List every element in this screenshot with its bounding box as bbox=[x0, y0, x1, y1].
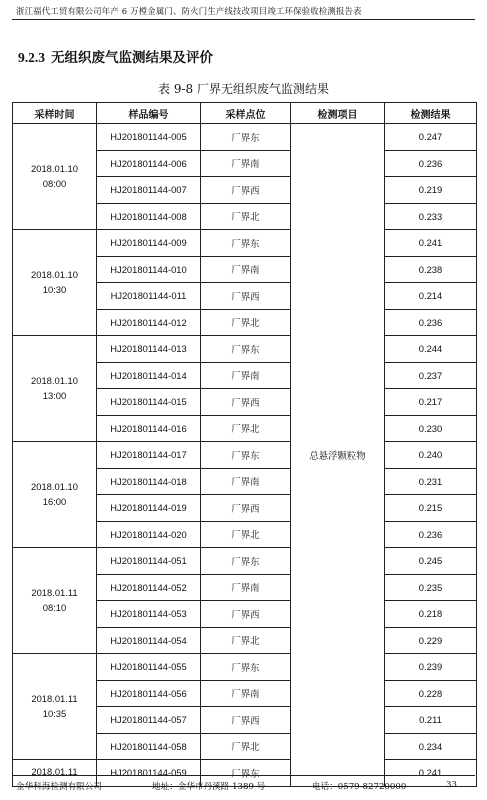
result-value-cell: 0.244 bbox=[385, 336, 477, 363]
result-value-cell: 0.235 bbox=[385, 574, 477, 601]
sampling-point-cell: 厂界西 bbox=[201, 389, 291, 416]
sampling-point-cell: 厂界北 bbox=[201, 521, 291, 548]
table-row bbox=[13, 124, 477, 151]
sample-id-cell: HJ201801144-057 bbox=[97, 707, 201, 734]
result-value-cell: 0.241 bbox=[385, 230, 477, 257]
result-value-cell: 0.238 bbox=[385, 256, 477, 283]
sampling-point-cell: 厂界西 bbox=[201, 177, 291, 204]
sample-id-cell: HJ201801144-016 bbox=[97, 415, 201, 442]
sampling-clock-time: 13:00 bbox=[42, 389, 67, 401]
sampling-time-cell bbox=[13, 654, 97, 760]
result-value-cell: 0.231 bbox=[385, 468, 477, 495]
sampling-point-cell: 厂界北 bbox=[201, 733, 291, 760]
result-value-cell: 0.245 bbox=[385, 548, 477, 575]
sampling-point-cell: 厂界南 bbox=[201, 680, 291, 707]
sampling-point-cell: 厂界东 bbox=[201, 230, 291, 257]
sampling-point-cell: 厂界东 bbox=[201, 548, 291, 575]
result-value-cell: 0.228 bbox=[385, 680, 477, 707]
footer-phone: 电话：0579-82720000 bbox=[312, 782, 407, 792]
sampling-point-cell: 厂界北 bbox=[201, 309, 291, 336]
sample-id-cell: HJ201801144-017 bbox=[97, 442, 201, 469]
sample-id-cell: HJ201801144-053 bbox=[97, 601, 201, 628]
sampling-date: 2018.01.11 bbox=[31, 586, 78, 598]
sample-id-cell: HJ201801144-054 bbox=[97, 627, 201, 654]
sample-id-cell: HJ201801144-052 bbox=[97, 574, 201, 601]
table-row bbox=[13, 548, 477, 575]
result-value-cell: 0.214 bbox=[385, 283, 477, 310]
sampling-date: 2018.01.11 bbox=[31, 692, 78, 704]
sample-id-cell: HJ201801144-019 bbox=[97, 495, 201, 522]
result-value-cell: 0.215 bbox=[385, 495, 477, 522]
section-number: 9.2.3 bbox=[18, 50, 45, 65]
sample-id-cell: HJ201801144-020 bbox=[97, 521, 201, 548]
page-number: 33 bbox=[446, 780, 457, 790]
sampling-time-cell bbox=[13, 230, 97, 336]
sampling-point-cell: 厂界南 bbox=[201, 362, 291, 389]
sampling-point-cell: 厂界北 bbox=[201, 203, 291, 230]
header-divider bbox=[12, 19, 475, 20]
sample-id-cell: HJ201801144-007 bbox=[97, 177, 201, 204]
sampling-clock-time: 10:30 bbox=[42, 283, 67, 295]
monitoring-results-table bbox=[12, 102, 477, 787]
sample-id-cell: HJ201801144-012 bbox=[97, 309, 201, 336]
result-value-cell: 0.233 bbox=[385, 203, 477, 230]
col-header-test-item: 检测项目 bbox=[291, 103, 385, 124]
table-row bbox=[13, 230, 477, 257]
result-value-cell: 0.218 bbox=[385, 601, 477, 628]
sample-id-cell: HJ201801144-013 bbox=[97, 336, 201, 363]
sample-id-cell: HJ201801144-015 bbox=[97, 389, 201, 416]
sample-id-cell: HJ201801144-008 bbox=[97, 203, 201, 230]
sampling-point-cell: 厂界西 bbox=[201, 495, 291, 522]
sampling-point-cell: 厂界西 bbox=[201, 283, 291, 310]
sampling-time-cell bbox=[13, 336, 97, 442]
footer-address: 地址：金华市丹溪路 1389 号 bbox=[152, 782, 266, 792]
result-value-cell: 0.236 bbox=[385, 309, 477, 336]
section-heading bbox=[18, 46, 213, 66]
sampling-point-cell: 厂界西 bbox=[201, 601, 291, 628]
sample-id-cell: HJ201801144-055 bbox=[97, 654, 201, 681]
table-row bbox=[13, 442, 477, 469]
col-header-sampling-time: 采样时间 bbox=[13, 103, 97, 124]
sampling-clock-time: 16:00 bbox=[42, 495, 67, 507]
col-header-result: 检测结果 bbox=[385, 103, 477, 124]
sample-id-cell: HJ201801144-014 bbox=[97, 362, 201, 389]
report-header bbox=[0, 0, 487, 22]
test-item-cell: 总悬浮颗粒物 bbox=[291, 124, 385, 787]
sampling-clock-time: 10:35 bbox=[42, 707, 67, 719]
result-value-cell: 0.211 bbox=[385, 707, 477, 734]
sampling-clock-time: 08:10 bbox=[42, 601, 67, 613]
result-value-cell: 0.236 bbox=[385, 521, 477, 548]
sampling-point-cell: 厂界南 bbox=[201, 256, 291, 283]
footer-divider bbox=[12, 775, 475, 776]
sample-id-cell: HJ201801144-058 bbox=[97, 733, 201, 760]
sampling-date: 2018.01.11 bbox=[31, 766, 78, 778]
sample-id-cell: HJ201801144-010 bbox=[97, 256, 201, 283]
sampling-point-cell: 厂界南 bbox=[201, 468, 291, 495]
sampling-date: 2018.01.10 bbox=[31, 268, 78, 280]
sampling-clock-time: 08:00 bbox=[42, 177, 67, 189]
sampling-point-cell: 厂界北 bbox=[201, 415, 291, 442]
table-header-row bbox=[13, 103, 477, 124]
sample-id-cell: HJ201801144-009 bbox=[97, 230, 201, 257]
section-title: 无组织废气监测结果及评价 bbox=[51, 50, 213, 66]
result-value-cell: 0.234 bbox=[385, 733, 477, 760]
sampling-point-cell: 厂界南 bbox=[201, 574, 291, 601]
report-header-title: 浙江福代工贸有限公司年产 6 万樘金属门、防火门生产线技改项目竣工环保验收检测报告表 bbox=[16, 6, 362, 16]
sampling-time-cell bbox=[13, 442, 97, 548]
sample-id-cell: HJ201801144-059 bbox=[97, 760, 201, 787]
sampling-point-cell: 厂界东 bbox=[201, 654, 291, 681]
sampling-time-cell bbox=[13, 548, 97, 654]
sampling-point-cell: 厂界西 bbox=[201, 707, 291, 734]
result-value-cell: 0.241 bbox=[385, 760, 477, 787]
sampling-date: 2018.01.10 bbox=[31, 374, 78, 386]
sample-id-cell: HJ201801144-006 bbox=[97, 150, 201, 177]
sampling-time-cell bbox=[13, 124, 97, 230]
sample-id-cell: HJ201801144-051 bbox=[97, 548, 201, 575]
result-value-cell: 0.217 bbox=[385, 389, 477, 416]
sample-id-cell: HJ201801144-056 bbox=[97, 680, 201, 707]
sample-id-cell: HJ201801144-011 bbox=[97, 283, 201, 310]
col-header-sampling-point: 采样点位 bbox=[201, 103, 291, 124]
sample-id-cell: HJ201801144-018 bbox=[97, 468, 201, 495]
footer-company: 金华科海检测有限公司 bbox=[16, 782, 102, 792]
sampling-point-cell: 厂界东 bbox=[201, 442, 291, 469]
sampling-point-cell: 厂界北 bbox=[201, 627, 291, 654]
result-value-cell: 0.219 bbox=[385, 177, 477, 204]
sampling-point-cell: 厂界东 bbox=[201, 336, 291, 363]
result-value-cell: 0.237 bbox=[385, 362, 477, 389]
sample-id-cell: HJ201801144-005 bbox=[97, 124, 201, 151]
table-row bbox=[13, 336, 477, 363]
result-value-cell: 0.240 bbox=[385, 442, 477, 469]
result-value-cell: 0.247 bbox=[385, 124, 477, 151]
table-row bbox=[13, 654, 477, 681]
result-value-cell: 0.239 bbox=[385, 654, 477, 681]
table-body bbox=[13, 124, 477, 787]
col-header-sample-id: 样品编号 bbox=[97, 103, 201, 124]
table-caption: 表 9-8 厂界无组织废气监测结果 bbox=[158, 82, 329, 96]
sampling-point-cell: 厂界东 bbox=[201, 124, 291, 151]
sampling-point-cell: 厂界南 bbox=[201, 150, 291, 177]
sampling-point-cell: 厂界东 bbox=[201, 760, 291, 787]
sampling-date: 2018.01.10 bbox=[31, 162, 78, 174]
sampling-date: 2018.01.10 bbox=[31, 480, 78, 492]
result-value-cell: 0.230 bbox=[385, 415, 477, 442]
result-value-cell: 0.236 bbox=[385, 150, 477, 177]
result-value-cell: 0.229 bbox=[385, 627, 477, 654]
